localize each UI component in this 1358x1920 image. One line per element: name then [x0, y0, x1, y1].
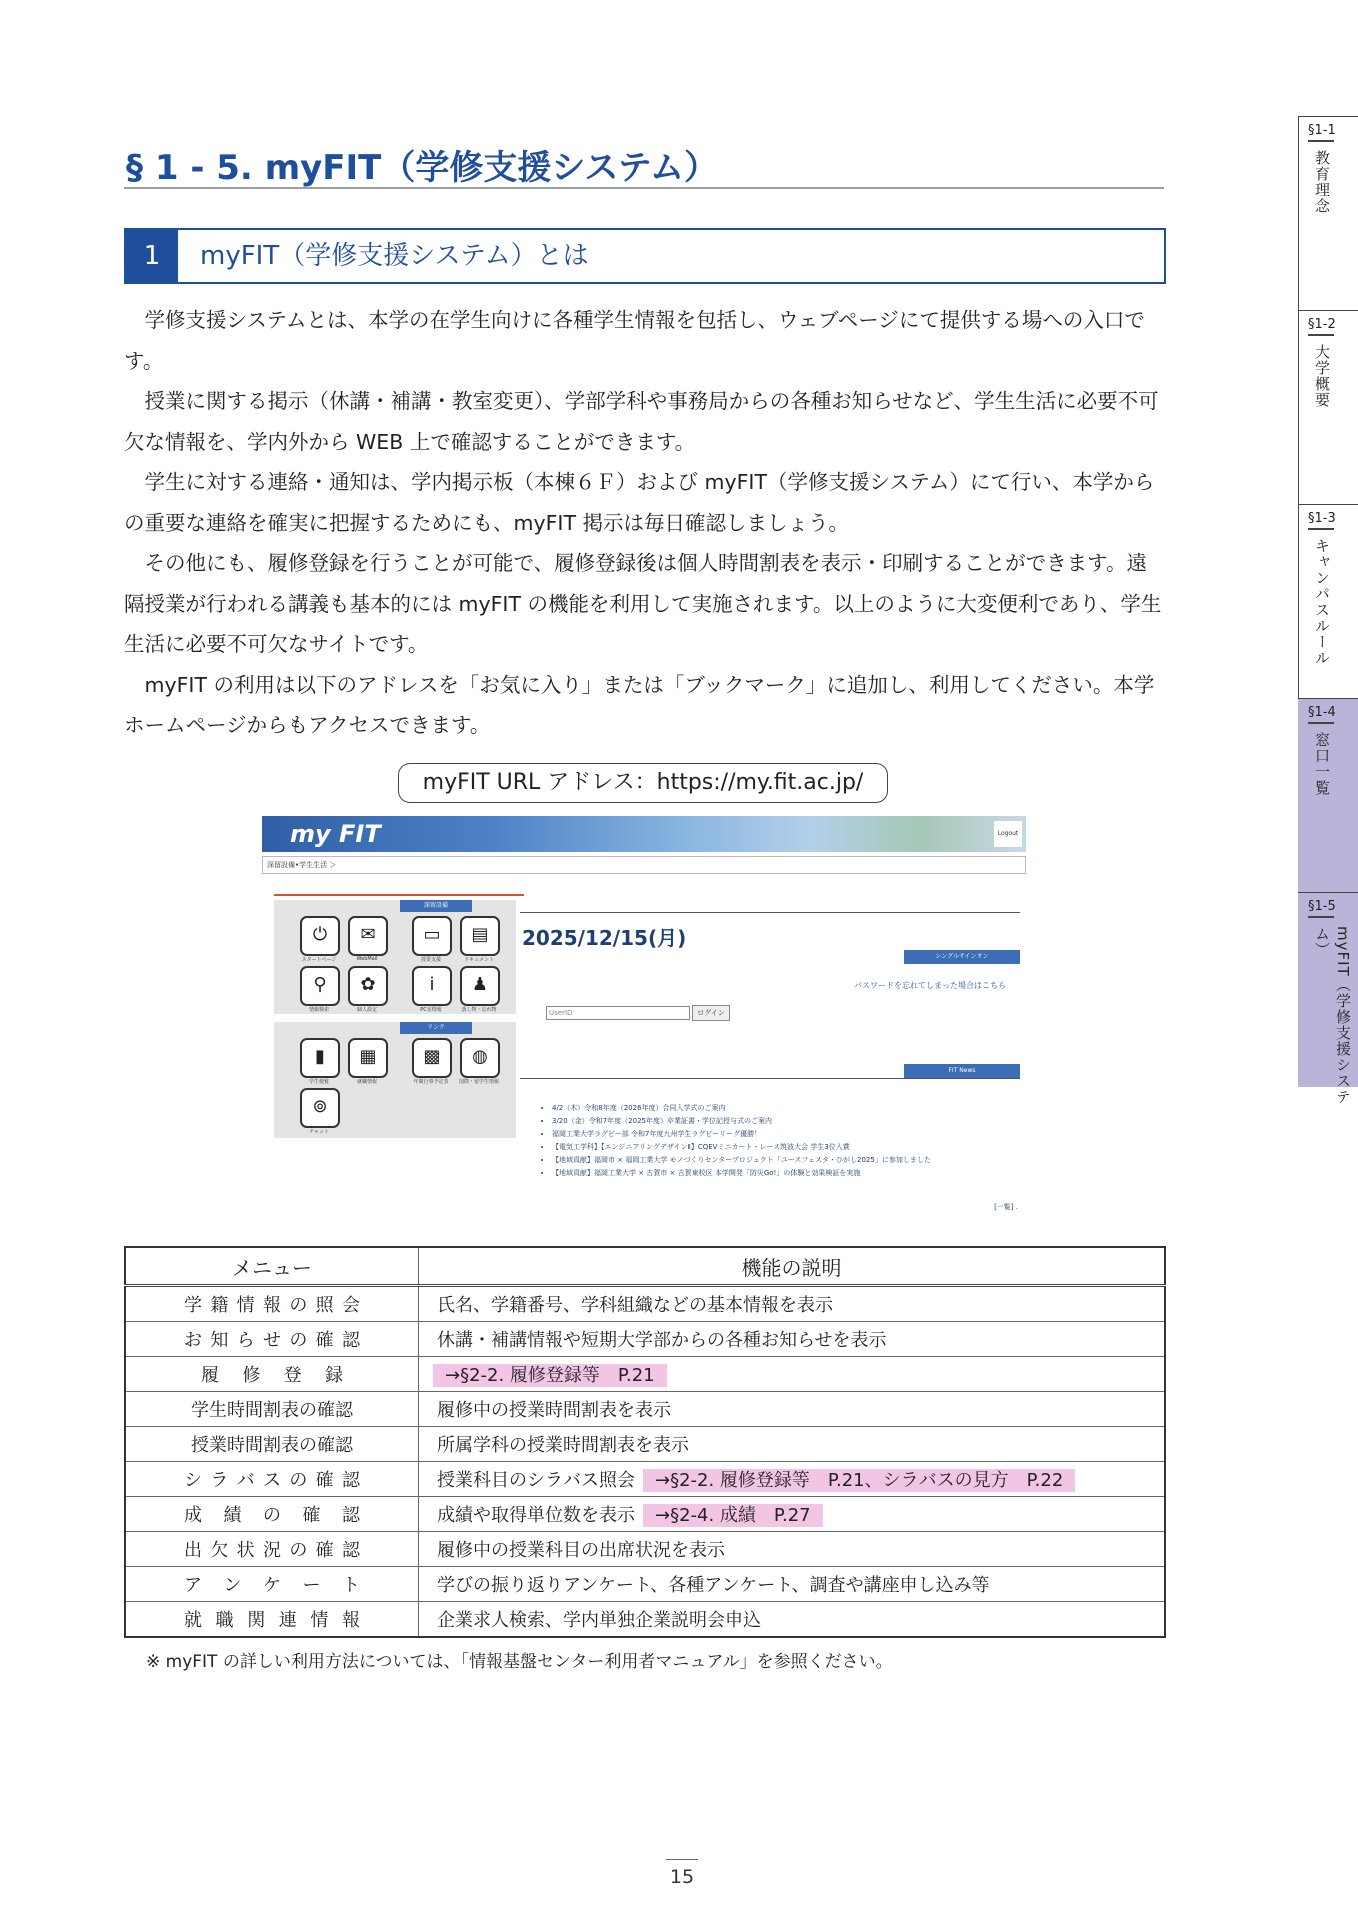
menu-char: ー	[302, 1575, 321, 1596]
menu-char: 績	[223, 1505, 242, 1526]
icon-caption: 落し物・忘れ物	[461, 1007, 497, 1013]
menu-char: お	[184, 1330, 202, 1351]
table-row	[125, 1462, 1165, 1497]
menu-char: 認	[341, 1540, 360, 1561]
side-tab-1[interactable]	[1298, 116, 1358, 311]
menu-name	[184, 1326, 360, 1352]
subsection-number: 1	[126, 230, 178, 282]
menu-char: ス	[262, 1470, 281, 1491]
notepad-icon[interactable]: ▦	[348, 1038, 388, 1078]
menu-cell	[125, 1357, 419, 1392]
chat-icon[interactable]: ⊚	[300, 1088, 340, 1128]
description-cell	[419, 1567, 1166, 1602]
menu-name	[201, 1361, 343, 1387]
menu-char: の	[289, 1540, 308, 1561]
menu-name: 学生時間割表の確認	[191, 1400, 353, 1421]
menu-char: バ	[236, 1470, 255, 1491]
side-tab-rule	[1308, 528, 1334, 530]
menu-char: 知	[210, 1330, 229, 1351]
info-icon[interactable]: i	[412, 966, 452, 1006]
icon-caption: スタートページ	[301, 957, 337, 963]
side-tab-label: myFIT（学修支援システム）	[1313, 926, 1352, 1105]
menu-char: 連	[278, 1610, 297, 1631]
menu-char: 情	[236, 1295, 255, 1316]
menu-table	[124, 1246, 1166, 1638]
table-header: メニュー	[125, 1247, 419, 1286]
url-label: myFIT URL アドレス：https://my.fit.ac.jp/	[398, 763, 888, 803]
menu-char: の	[263, 1505, 281, 1526]
side-tab-rule	[1308, 916, 1334, 918]
menu-char: 出	[184, 1540, 202, 1561]
side-tab-number: §1-5	[1308, 899, 1336, 914]
table-row	[125, 1286, 1165, 1322]
menu-char: 登	[283, 1365, 302, 1386]
search-icon[interactable]: ⚲	[300, 966, 340, 1006]
userid-input[interactable]: UserID	[546, 1006, 690, 1020]
news-item[interactable]: • 【地域貢献】福岡市 × 福岡工業大学 モノづくりセンタープロジェクト「ユースフェスタ・ひがし2025」に参加しました	[552, 1154, 1032, 1167]
paragraph: 授業に関する掲示（休講・補講・教室変更）、学部学科や事務局からの各種お知らせなど、学生生活に必要不可欠な情報を、学内外から WEB 上で確認することができます。	[124, 389, 1159, 454]
description-text: 休講・補講情報や短期大学部からの各種お知らせを表示	[437, 1330, 887, 1351]
monitor-icon[interactable]: ▭	[412, 916, 452, 956]
menu-char: 履	[201, 1365, 219, 1386]
news-list	[540, 1102, 1032, 1180]
icon-caption: 国際・留学生情報	[458, 1079, 499, 1085]
description-cell	[419, 1427, 1166, 1462]
table-row	[125, 1322, 1165, 1357]
side-tab-number: §1-1	[1308, 123, 1336, 138]
side-tab-5[interactable]	[1298, 892, 1358, 1105]
menu-char: シ	[184, 1470, 202, 1491]
side-tab-label: 教育理念	[1313, 150, 1331, 214]
news-rule	[520, 1078, 1020, 1079]
paragraph: 学修支援システムとは、本学の在学生向けに各種学生情報を包括し、ウェブページにて提供する場への入口です。	[124, 308, 1145, 373]
footnote: ※ myFIT の詳しい利用方法については、「情報基盤センター利用者マニュアル」を参照ください。	[146, 1652, 893, 1672]
menu-char: の	[289, 1295, 308, 1316]
menu-name: 授業時間割表の確認	[191, 1435, 353, 1456]
sso-bar: シングルサインオン	[904, 950, 1020, 964]
side-tab-rule	[1308, 334, 1334, 336]
menu-char: 確	[315, 1330, 334, 1351]
lost-found-icon[interactable]: ♟	[460, 966, 500, 1006]
menu-cell	[125, 1322, 419, 1357]
menu-char: 確	[315, 1540, 334, 1561]
icon-caption: 情報検索	[308, 1007, 329, 1013]
description-cell	[419, 1357, 1166, 1392]
menu-name	[184, 1291, 360, 1317]
menu-char: 成	[184, 1505, 202, 1526]
myfit-screenshot	[262, 816, 1026, 1228]
description-text: 氏名、学籍番号、学科組織などの基本情報を表示	[437, 1295, 833, 1316]
section-title-rule	[124, 187, 1164, 189]
panel-tab: リンク	[400, 1022, 472, 1034]
menu-char: ラ	[210, 1470, 229, 1491]
menu-name	[184, 1501, 360, 1527]
settings-icon[interactable]: ✿	[348, 966, 388, 1006]
table-row	[125, 1532, 1165, 1567]
icon-caption: 学生便覧	[308, 1079, 329, 1085]
menu-char: の	[289, 1330, 308, 1351]
news-item[interactable]: • 3/20（金）令和7年度（2025年度）卒業証書・学位記授与式のご案内	[552, 1115, 1032, 1128]
table-header: 機能の説明	[419, 1247, 1166, 1286]
service-panel	[274, 900, 516, 1014]
menu-char: 確	[315, 1470, 334, 1491]
table-header-row	[125, 1247, 1165, 1286]
menu-char: 認	[342, 1505, 360, 1526]
menu-cell	[125, 1462, 419, 1497]
side-tab-label: キャンパスルール	[1313, 538, 1331, 666]
news-item[interactable]: • 【地域貢献】福岡工業大学 × 古賀市 × 古賀東校区 本学開発「防災Go!」の体験と効果検証を実施	[552, 1167, 1032, 1180]
description-cell	[419, 1532, 1166, 1567]
icon-caption: ドキュメント	[463, 957, 494, 963]
power-icon[interactable]: ⏻	[300, 916, 340, 956]
page-number: 15	[669, 1866, 695, 1888]
side-tab-3[interactable]	[1298, 504, 1358, 699]
menu-cell	[125, 1392, 419, 1427]
table-row	[125, 1392, 1165, 1427]
breadcrumb[interactable]: 深留設備•学生生活 ＞	[262, 856, 1026, 874]
menu-char: せ	[262, 1330, 281, 1351]
menu-cell	[125, 1286, 419, 1322]
subsection-heading	[124, 228, 1166, 284]
table-row	[125, 1602, 1165, 1638]
menu-char: 況	[262, 1540, 281, 1561]
globe-icon[interactable]: ◍	[460, 1038, 500, 1078]
news-item[interactable]: • 福岡工業大学ラグビー部 令和7年度九州学生ラグビーリーグ優勝！	[552, 1128, 1032, 1141]
description-cell	[419, 1462, 1166, 1497]
document-icon[interactable]: ▤	[460, 916, 500, 956]
menu-char: 録	[324, 1365, 343, 1386]
body-text	[124, 300, 1166, 746]
menu-char: 報	[341, 1610, 360, 1631]
menu-name	[184, 1536, 360, 1562]
side-tab-rule	[1308, 140, 1334, 142]
menu-char: 就	[184, 1610, 202, 1631]
reference-link[interactable]: →§2-4. 成績 P.27	[643, 1504, 823, 1527]
page-number-rule	[666, 1859, 698, 1860]
menu-char: 状	[236, 1540, 255, 1561]
description-cell	[419, 1392, 1166, 1427]
menu-char: ら	[236, 1330, 255, 1351]
side-tab-number: §1-2	[1308, 317, 1336, 332]
section-title: § 1 - 5. myFIT（学修支援システム）	[126, 148, 718, 188]
phone-icon[interactable]: ▮	[300, 1038, 340, 1078]
side-tab-label: 大学概要	[1313, 344, 1331, 408]
fit-news-bar: FIT News	[904, 1064, 1020, 1078]
menu-char: の	[289, 1470, 308, 1491]
login-button[interactable]: ログイン	[692, 1005, 730, 1021]
logout-button[interactable]: Logout	[994, 821, 1022, 847]
menu-char: 関	[247, 1610, 266, 1631]
menu-char: 照	[315, 1295, 334, 1316]
menu-char: 修	[242, 1365, 261, 1386]
menu-char: ア	[184, 1575, 202, 1596]
description-text: 授業科目のシラバス照会	[437, 1470, 635, 1491]
menu-char: 情	[310, 1610, 329, 1631]
paragraph: 学生に対する連絡・通知は、学内掲示板（本棟６Ｆ）および myFIT（学修支援システム）にて行い、本学からの重要な連絡を確実に把握するためにも、myFIT 掲示は毎日確認しましょう。	[124, 470, 1155, 535]
description-text: 所属学科の授業時間割表を表示	[437, 1435, 689, 1456]
paragraph: myFIT の利用は以下のアドレスを「お気に入り」または「ブックマーク」に追加し、利用してください。本学ホームページからもアクセスできます。	[124, 672, 1155, 737]
side-tab-label: 窓口一覧	[1313, 732, 1331, 796]
menu-char: ケ	[263, 1575, 281, 1596]
news-item[interactable]: • 4/2（木）令和8年度（2026年度）合同入学式のご案内	[552, 1102, 1032, 1115]
news-item[interactable]: • 【電気工学科】【エンジニアリングデザインⅡ】CQEVミニカート・レース筑波大会 学生3位入賞	[552, 1141, 1032, 1154]
reference-link[interactable]: →§2-2. 履修登録等 P.21	[433, 1364, 667, 1387]
side-tab-rule	[1308, 722, 1334, 724]
paragraph: その他にも、履修登録を行うことが可能で、履修登録後は個人時間割表を表示・印刷することができます。遠隔授業が行われる講義も基本的には myFIT の機能を利用して実施されます。以上のように大変便利であり、学生生活に必要不可欠なサイトです。	[124, 551, 1162, 656]
mail-icon[interactable]: ✉	[348, 916, 388, 956]
icon-caption: チャット	[309, 1129, 329, 1135]
description-text: 成績や取得単位数を表示	[437, 1505, 635, 1526]
forgot-password-link[interactable]: パスワードを忘れてしまった場合はこちら	[854, 981, 1006, 990]
description-cell	[419, 1497, 1166, 1532]
table-row	[125, 1567, 1165, 1602]
description-text: 企業求人検索、学内単独企業説明会申込	[437, 1610, 761, 1631]
icon-caption: 個人設定	[356, 1007, 377, 1013]
description-cell	[419, 1322, 1166, 1357]
myfit-header	[262, 816, 1026, 852]
description-text: 履修中の授業時間割表を表示	[437, 1400, 671, 1421]
menu-char: 職	[215, 1610, 234, 1631]
menu-cell	[125, 1427, 419, 1462]
menu-cell	[125, 1602, 419, 1638]
accent-line	[274, 894, 524, 896]
reference-link[interactable]: →§2-2. 履修登録等 P.21、シラバスの見方 P.22	[643, 1469, 1075, 1492]
menu-cell	[125, 1567, 419, 1602]
side-tab-number: §1-3	[1308, 511, 1336, 526]
icon-caption: 授業支援	[420, 957, 441, 963]
table-row	[125, 1357, 1165, 1392]
menu-cell	[125, 1497, 419, 1532]
link-panel	[274, 1022, 516, 1138]
description-cell	[419, 1602, 1166, 1638]
menu-char: 確	[302, 1505, 321, 1526]
menu-char: 欠	[210, 1540, 229, 1561]
table-row	[125, 1427, 1165, 1462]
menu-char: 学	[184, 1295, 202, 1316]
side-tab-number: §1-4	[1308, 705, 1336, 720]
description-text: 学びの振り返りアンケート、各種アンケート、調査や講座申し込み等	[437, 1575, 990, 1596]
menu-char: 籍	[210, 1295, 229, 1316]
menu-name	[184, 1571, 360, 1597]
icon-caption: WebMail	[356, 956, 378, 962]
side-tab-2[interactable]	[1298, 310, 1358, 505]
menu-char: 会	[341, 1295, 360, 1316]
menu-char: ン	[223, 1575, 242, 1596]
current-date: 2025/12/15(月)	[522, 926, 687, 950]
menu-name	[184, 1606, 360, 1632]
menu-cell	[125, 1532, 419, 1567]
side-tab-4[interactable]	[1298, 698, 1358, 893]
icon-caption: 就職情報	[356, 1079, 377, 1085]
calendar-icon[interactable]: ▩	[412, 1038, 452, 1078]
menu-char: 認	[341, 1330, 360, 1351]
description-cell	[419, 1286, 1166, 1322]
subsection-title: myFIT（学修支援システム）とは	[200, 241, 589, 271]
icon-caption: 年間行事予定表	[413, 1079, 449, 1085]
news-list-link[interactable]: [一覧] .	[994, 1203, 1018, 1211]
description-text: 履修中の授業科目の出席状況を表示	[437, 1540, 725, 1561]
menu-char: 報	[262, 1295, 281, 1316]
menu-char: 認	[341, 1470, 360, 1491]
table-row	[125, 1497, 1165, 1532]
date-rule	[520, 912, 1020, 913]
panel-tab: 深留設備	[400, 900, 472, 912]
menu-name	[184, 1466, 360, 1492]
menu-char: ト	[342, 1575, 360, 1596]
myfit-logo: my FIT	[290, 820, 381, 848]
icon-caption: PC室情報	[420, 1007, 442, 1013]
